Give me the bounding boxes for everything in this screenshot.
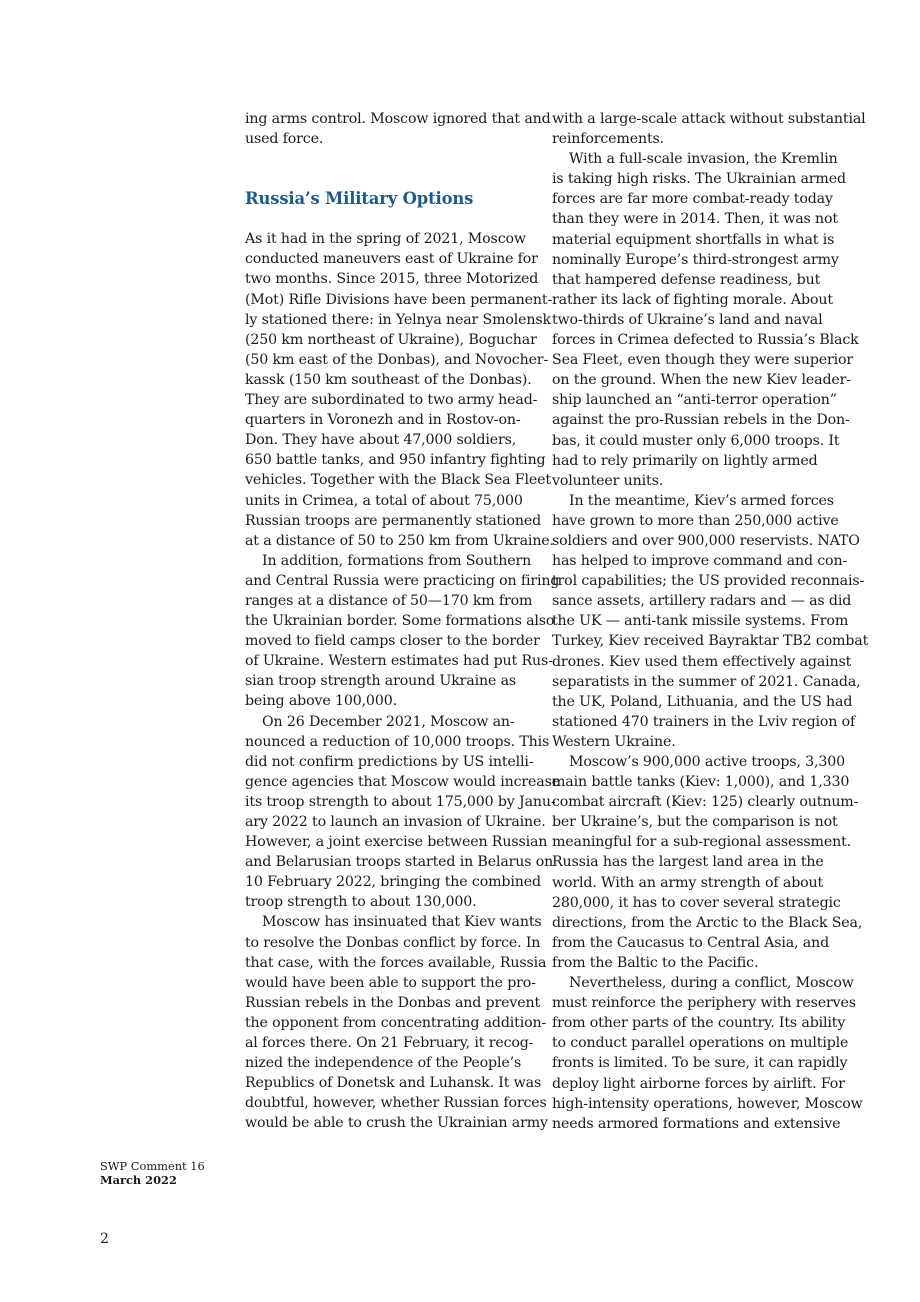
text-line: to conduct parallel operations on multiple (552, 1035, 849, 1052)
text-line: However, a joint exercise between Russian (245, 834, 548, 851)
text-line: would have been able to support the pro- (245, 974, 536, 991)
text-line: nominally Europe’s third-strongest army (552, 251, 839, 268)
text-line: on the ground. When the new Kiev leader- (552, 372, 851, 389)
text-line: world. With an army strength of about (552, 874, 824, 891)
text-line: the UK — anti-tank missile systems. From (552, 613, 849, 630)
text-line: main battle tanks (Kiev: 1,000), and 1,330 (552, 774, 850, 791)
text-line: moved to field camps closer to the border (245, 633, 540, 650)
text-line: (250 km northeast of Ukraine), Boguchar (245, 331, 537, 348)
text-line: separatists in the summer of 2021. Canada, (552, 673, 861, 690)
text-line: from the Baltic to the Pacific. (552, 954, 759, 971)
text-line: ship launched an “anti-terror operation” (552, 392, 837, 409)
intro-paragraph (245, 109, 551, 149)
footer-meta (100, 1159, 205, 1187)
text-line: nized the independence of the People’s (245, 1055, 522, 1072)
text-line: Russian rebels in the Donbas and prevent (245, 994, 541, 1011)
section-heading: Russia’s Military Options (245, 189, 474, 209)
text-line: its troop strength to about 175,000 by Janu- (245, 793, 556, 810)
text-line: of Ukraine. Western estimates had put Rus- (245, 653, 553, 670)
left-column-body (245, 229, 560, 1133)
text-line: to resolve the Donbas conflict by force. In (245, 934, 541, 951)
page-number: 2 (100, 1231, 109, 1247)
text-line: ly stationed there: in Yelnya near Smolensk (245, 311, 551, 328)
text-line: two-thirds of Ukraine’s land and naval (552, 311, 823, 328)
publication-date: March 2022 (100, 1173, 177, 1187)
text-line: sian troop strength around Ukraine as (245, 673, 517, 690)
text-line: With a full-scale invasion, the Kremlin (569, 151, 838, 168)
text-line: Republics of Donetsk and Luhansk. It was (245, 1075, 542, 1092)
text-line: Moscow has insinuated that Kiev wants (262, 914, 542, 931)
text-line: gence agencies that Moscow would increase (245, 773, 560, 790)
text-line: that hampered defense readiness, but (552, 271, 821, 288)
text-line: Moscow’s 900,000 active troops, 3,300 (569, 754, 846, 770)
text-line: combat aircraft (Kiev: 125) clearly outnum- (552, 794, 859, 811)
text-line: used force. (245, 131, 324, 148)
text-line: meaningful for a sub-regional assessment. (552, 834, 851, 851)
text-line: two months. Since 2015, three Motorized (245, 271, 539, 288)
text-line: bas, it could muster only 6,000 troops. It (552, 432, 840, 449)
text-line: conducted maneuvers east of Ukraine for (245, 251, 538, 268)
text-line: the UK, Poland, Lithuania, and the US had (552, 693, 853, 710)
text-line: and Belarusian troops started in Belarus on (245, 854, 554, 871)
text-line: al forces there. On 21 February, it recog- (245, 1035, 534, 1052)
text-line: did not confirm predictions by US intelli- (245, 753, 534, 770)
text-line: vehicles. Together with the Black Sea Fleet (245, 472, 551, 489)
text-line: sance assets, artillery radars and — as did (552, 593, 852, 610)
text-line: the Ukrainian border. Some formations also (245, 613, 555, 630)
text-line: the opponent from concentrating addition- (245, 1014, 547, 1031)
text-line: ber Ukraine’s, but the comparison is not (552, 814, 838, 831)
text-line: quarters in Voronezh and in Rostov-on- (245, 412, 521, 429)
text-line: from the Caucasus to Central Asia, and (552, 934, 829, 951)
text-line: forces are far more combat-ready today (552, 191, 833, 208)
text-line: being above 100,000. (245, 693, 397, 710)
text-line: kassk (150 km southeast of the Donbas). (245, 371, 532, 388)
text-line: units in Crimea, a total of about 75,000 (245, 492, 523, 509)
text-line: Don. They have about 47,000 soldiers, (245, 432, 517, 449)
text-line: On 26 December 2021, Moscow an- (262, 713, 515, 730)
text-line: from other parts of the country. Its ability (552, 1015, 846, 1032)
text-line: has helped to improve command and con- (552, 553, 848, 570)
text-line: and Central Russia were practicing on firing (245, 572, 560, 589)
text-line: As it had in the spring of 2021, Moscow (245, 231, 526, 248)
text-line: forces in Crimea defected to Russia’s Black (552, 332, 859, 349)
text-line: soldiers and over 900,000 reservists. NATO (552, 532, 860, 549)
text-line: high-intensity operations, however, Moscow (552, 1095, 863, 1112)
text-line: must reinforce the periphery with reserves (552, 995, 856, 1012)
text-line: In the meantime, Kiev’s armed forces (569, 492, 834, 509)
text-line: Russia has the largest land area in the (552, 854, 824, 871)
text-line: 280,000, it has to cover several strategic (552, 894, 841, 911)
text-line: Sea Fleet, even though they were superior (552, 352, 854, 369)
text-line: drones. Kiev used them effectively against (552, 653, 852, 670)
text-line: fronts is limited. To be sure, it can rapidly (552, 1055, 848, 1072)
text-line: nounced a reduction of 10,000 troops. This (245, 733, 550, 750)
left-column (245, 109, 560, 1134)
text-line: against the pro-Russian rebels in the Don- (552, 412, 850, 429)
text-line: 650 battle tanks, and 950 infantry fighting (245, 452, 546, 469)
text-line: (Mot) Rifle Divisions have been permanent- (245, 291, 553, 308)
text-line: Russian troops are permanently stationed (245, 512, 542, 529)
text-line: directions, from the Arctic to the Black Sea, (552, 914, 863, 931)
text-line: volunteer units. (552, 472, 664, 489)
text-line: stationed 470 trainers in the Lviv region of (552, 713, 856, 730)
text-line: Western Ukraine. (552, 733, 676, 750)
text-line: with a large-scale attack without substantial (552, 111, 866, 127)
text-line: ing arms control. Moscow ignored that and (245, 111, 551, 127)
text-line: ranges at a distance of 50—170 km from (245, 592, 533, 609)
text-line: 10 February 2022, bringing the combined (245, 874, 541, 891)
text-line: at a distance of 50 to 250 km from Ukraine. (245, 532, 554, 549)
publication-label: SWP Comment 16 (100, 1159, 205, 1173)
right-column-body (552, 109, 869, 1134)
text-line: reinforcements. (552, 131, 664, 148)
text-line: (50 km east of the Donbas), and Novocher- (245, 351, 549, 368)
text-line: is taking high risks. The Ukrainian armed (552, 171, 846, 188)
text-line: material equipment shortfalls in what is (552, 231, 835, 248)
text-line: deploy light airborne forces by airlift. For (552, 1075, 845, 1092)
text-line: doubtful, however, whether Russian forces (245, 1095, 547, 1112)
text-line: rather its lack of fighting morale. About (552, 291, 833, 308)
text-line: than they were in 2014. Then, it was not (552, 211, 838, 228)
text-line: trol capabilities; the US provided reconnais- (552, 573, 865, 590)
text-line: In addition, formations from Southern (262, 552, 532, 569)
text-line: would be able to crush the Ukrainian army (245, 1115, 548, 1132)
text-line: had to rely primarily on lightly armed (552, 452, 818, 469)
text-line: troop strength to about 130,000. (245, 894, 477, 911)
text-line: ary 2022 to launch an invasion of Ukraine. (245, 814, 546, 830)
text-line: that case, with the forces available, Russia (245, 954, 547, 971)
right-column (552, 109, 869, 1134)
text-line: Nevertheless, during a conflict, Moscow (569, 975, 854, 992)
text-line: They are subordinated to two army head- (245, 392, 538, 409)
text-line: needs armored formations and extensive (552, 1115, 841, 1132)
text-line: have grown to more than 250,000 active (552, 512, 839, 529)
text-line: Turkey, Kiev received Bayraktar TB2 combat (552, 633, 869, 650)
